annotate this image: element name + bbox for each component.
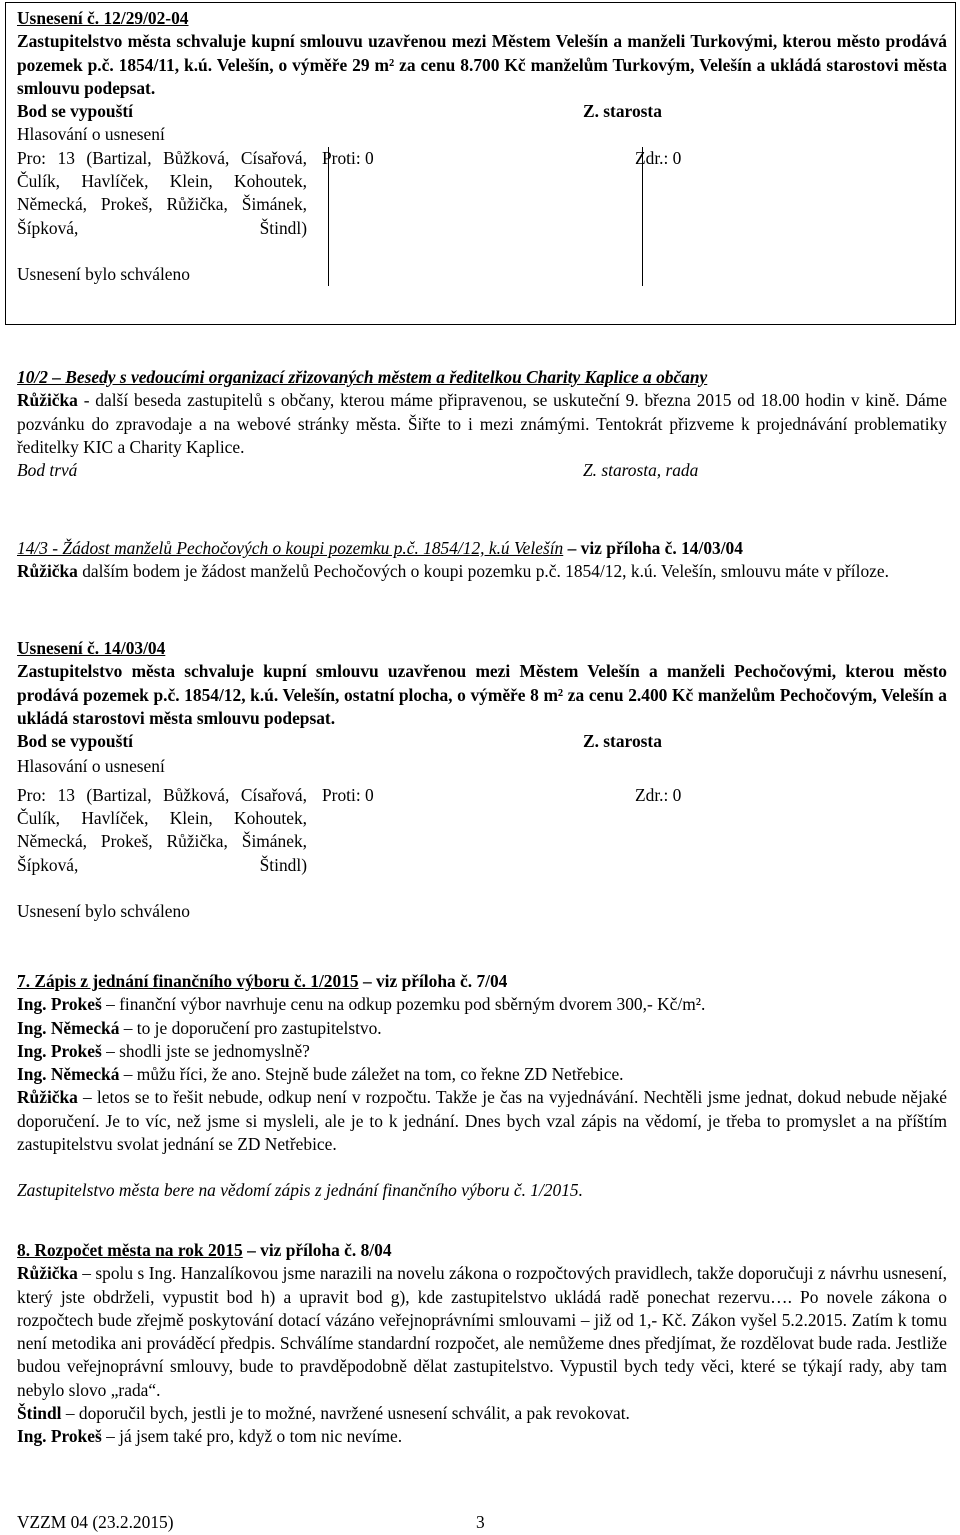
item-7-line-4: [17, 1086, 947, 1156]
resolution-1-zdr: Zdr.: 0: [635, 147, 682, 168]
resolution-1-responsible: Z. starosta: [583, 101, 662, 122]
item-10-2: [17, 366, 947, 482]
resolution-1-vote-heading: Hlasování o usnesení: [17, 124, 165, 145]
resolution-2-pro: Pro: 13 (Bartizal, Bůžková, Císařová, Čulík, Havlíček, Klein, Kohoutek, Německá, Prokeš, Růžička, Šimánek, Šípková, Štindl): [17, 784, 307, 875]
resolution-1-title: Usnesení č. 12/29/02-04: [17, 8, 189, 28]
speaker-name: Růžička: [17, 390, 78, 411]
resolution-2: [17, 637, 947, 923]
resolution-1: [17, 7, 947, 286]
speaker-name: Růžička: [17, 561, 78, 582]
speech-text: – shodli jste se jednomyslně?: [101, 1040, 310, 1061]
speech-text: – spolu s Ing. Hanzalíkovou jsme narazili na novelu zákona o rozpočtových pravidlech, takže doporučuji z návrhu usnesení, který jste obdrželi, vypustit bod h) a upravit bod g), kde zastupitelstvo ukládá radě ponechat rezervu…. Po novele zákona o rozpočtech bude zřejmě poskytování dotací vázáno veřejnoprávními smlouvami – již od 1,- Kč. Zákon vyšel 5.2.2015. Zatím k tomu není metodika ani prováděcí předpis. Schválíme standardní rozpočet, ale nemůžeme dnes předjímat, že rozdělovat bude rada. Jestliže budou veřejnoprávní smlouvy, bude to pravděpodobně dělat zastupitelstvo. Vypustil bych tedy věci, které se týkají rady, aby tam nebylo slovo „rada“.: [17, 1263, 947, 1400]
speech-text: – já jsem také pro, když o tom nic nevíme.: [101, 1426, 403, 1447]
item-8-ref: – viz příloha č. 8/04: [242, 1240, 392, 1260]
item-10-2-bod: Bod trvá: [17, 460, 78, 481]
resolution-2-responsible: Z. starosta: [583, 731, 662, 752]
resolution-1-proti: Proti: 0: [322, 147, 374, 168]
speech-text: – doporučil bych, jestli je to možné, navržené usnesení schválit, a pak revokovat.: [61, 1403, 630, 1424]
resolution-2-bod: Bod se vypouští: [17, 731, 133, 752]
item-14-3-ref: – viz příloha č. 14/03/04: [563, 538, 743, 558]
item-14-3-heading: 14/3 - Žádost manželů Pechočových o koupi pozemku p.č. 1854/12, k.ú Velešín: [17, 538, 564, 558]
item-10-2-responsible: Z. starosta, rada: [583, 460, 699, 481]
speech-text: – letos se to řešit nebude, odkup není v rozpočtu. Takže je čas na vyjednávání. Nechtěli jsme jednat, dokud nebude nějaké doporučení. Je to víc, než jsme si mysleli, ale je to k jednání. Dnes bych vzal zápis na vědomí, je třeba to promyslet a na příštím zastupitelstvu svolat jednání se ZD Netřebice.: [17, 1087, 947, 1155]
resolution-1-pro: Pro: 13 (Bartizal, Bůžková, Císařová, Čulík, Havlíček, Klein, Kohoutek, Německá, Prokeš, Růžička, Šimánek, Šípková, Štindl): [17, 147, 307, 238]
item-7: [17, 970, 947, 1203]
item-7-heading-line: [17, 970, 947, 993]
resolution-2-vote-heading: Hlasování o usnesení: [17, 756, 165, 777]
speaker-name: Růžička: [17, 1263, 78, 1284]
speaker-name: Růžička: [17, 1087, 78, 1108]
resolution-2-zdr: Zdr.: 0: [635, 784, 682, 805]
item-7-heading: 7. Zápis z jednání finančního výboru č. 1/2015: [17, 971, 359, 991]
resolution-1-result: Usnesení bylo schváleno: [17, 263, 190, 284]
item-7-line-1: [17, 1017, 947, 1040]
speech-text: dalším bodem je žádost manželů Pechočových o koupi pozemku p.č. 1854/12, k.ú. Velešín, smlouvu máte v příloze.: [77, 561, 889, 582]
item-8-line-1: [17, 1402, 947, 1425]
resolution-1-bod: Bod se vypouští: [17, 101, 133, 122]
resolution-1-text: Zastupitelstvo města schvaluje kupní smlouvu uzavřenou mezi Městem Velešín a manželi Turkovými, kterou město prodává pozemek p.č. 1854/11, k.ú. Velešín, o výměře 29 m² za cenu 8.700 Kč manželům Turkovým, Velešín a ukládá starostovi města smlouvu podepsat.: [17, 31, 947, 98]
item-8: [17, 1239, 947, 1449]
item-7-line-0: [17, 993, 947, 1016]
speech-text: – finanční výbor navrhuje cenu na odkup pozemku pod sběrným dvorem 300,- Kč/m².: [101, 994, 706, 1015]
resolution-2-result: Usnesení bylo schváleno: [17, 900, 190, 921]
speaker-name: Ing. Prokeš: [17, 1040, 102, 1061]
item-7-line-2: [17, 1040, 947, 1063]
item-14-3-heading-line: [17, 537, 947, 560]
item-10-2-heading: 10/2 – Besedy s vedoucími organizací zřizovaných městem a ředitelkou Charity Kaplice a občany: [17, 367, 708, 387]
speech-text: - další beseda zastupitelů s občany, kterou máme připravenou, se uskuteční 9. března 2015 od 18.00 hodin v kině. Dáme pozvánku do zpravodaje a na webové stránky města. Šiřte to i mezi známými. Tentokrát přizveme k projednávání problematiky ředitelky KIC a Charity Kaplice.: [17, 390, 947, 457]
resolution-2-vote-table: [17, 784, 947, 923]
resolution-2-title: Usnesení č. 14/03/04: [17, 638, 166, 658]
speaker-name: Štindl: [17, 1403, 62, 1424]
resolution-1-vote-table: [17, 147, 947, 286]
item-14-3: [17, 537, 947, 584]
item-7-ref: – viz příloha č. 7/04: [358, 971, 508, 991]
speaker-name: Ing. Prokeš: [17, 1426, 102, 1447]
resolution-2-text: Zastupitelstvo města schvaluje kupní smlouvu uzavřenou mezi Městem Velešín a manželi Pechočovými, kterou město prodává pozemek p.č. 1854/12, k.ú. Velešín, ostatní plocha, o výměře 8 m² za cenu 2.400 Kč manželům Pechočovým, Velešín a ukládá starostovi města smlouvu podepsat.: [17, 661, 947, 728]
item-7-note: Zastupitelstvo města bere na vědomí zápis z jednání finančního výboru č. 1/2015.: [17, 1180, 583, 1201]
speaker-name: Ing. Německá: [17, 1064, 120, 1085]
item-8-line-2: [17, 1425, 947, 1448]
item-7-line-3: [17, 1063, 947, 1086]
resolution-2-proti: Proti: 0: [322, 784, 374, 805]
speaker-name: Ing. Prokeš: [17, 994, 102, 1015]
footer-doc-id: VZZM 04 (23.2.2015): [17, 1512, 174, 1532]
item-10-2-text: [17, 389, 947, 459]
speaker-name: Ing. Německá: [17, 1017, 120, 1038]
item-14-3-text: [17, 560, 947, 583]
footer-page-number: 3: [476, 1512, 485, 1532]
item-8-heading: 8. Rozpočet města na rok 2015: [17, 1240, 243, 1260]
speech-text: – můžu říci, že ano. Stejně bude záležet na tom, co řekne ZD Netřebice.: [119, 1064, 624, 1085]
item-8-heading-line: [17, 1239, 947, 1262]
speech-text: – to je doporučení pro zastupitelstvo.: [119, 1017, 382, 1038]
item-8-line-0: [17, 1262, 947, 1402]
